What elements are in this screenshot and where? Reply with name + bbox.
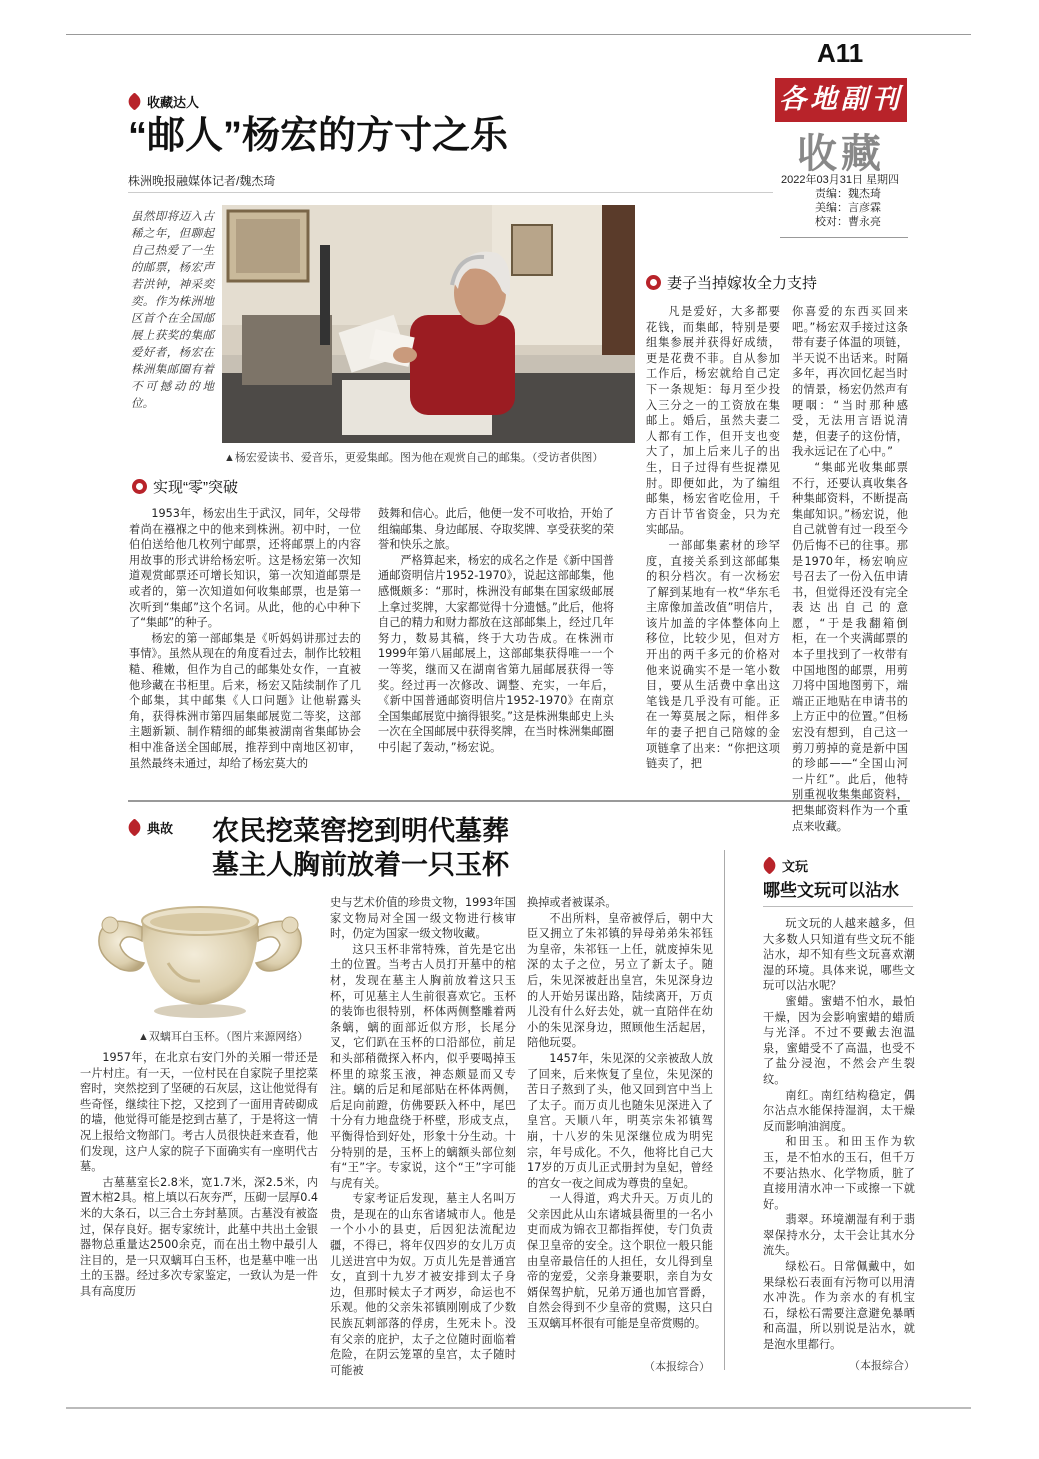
paragraph: 蜜蜡。蜜蜡不怕水，最怕干燥，因为会影响蜜蜡的蜡质与光泽。不过不要戴去泡温泉，蜜蜡受不了高温，也受不了盐分浸泡，不然会产生裂纹。 (763, 994, 915, 1086)
bottom-rule (66, 1407, 971, 1409)
story2-col2 (330, 895, 516, 1377)
story3-tag-label: 文玩 (782, 859, 809, 874)
paragraph: 1457年，朱见深的父亲被敌人放了回来，后来恢复了皇位，朱见深的苦日子熬到了头，他又回到宫中当上了太子。而万贞儿也随朱见深进入了皇宫。天顺八年，明英宗朱祁镇驾崩，十八岁的朱见深继位成为明宪宗，年号成化。不久，他将比自己大17岁的万贞儿正式册封为皇妃，曾经的宫女一夜之间成为尊贵的皇妃。 (527, 1051, 713, 1190)
paragraph: 凡是爱好，大多都要花钱，而集邮，特别是要组集参展并获得好成绩，更是花费不菲。自从参加工作后，杨宏就给自己定下一条规矩：每月至少投入三分之一的工资放在集邮上。婚后，虽然夫妻二人都有工作，但开支也变大了，加上后来儿子的出生，日子过得有些捉襟见肘。即便如此，为了编组邮集，杨宏省吃俭用，千方百计节省资金，只为充实邮品。 (646, 305, 780, 537)
paragraph: 1957年，在北京右安门外的关厢一带还是一片村庄。有一天，一位村民在自家院子里挖菜窖时，突然挖到了坚硬的石灰层，这让他觉得有些奇怪，继续往下挖，又挖到了一面用青砖砌成的墙，他觉得可能是挖到古墓了，于是将这一情况上报给文物部门。考古人员很快赶来查看，他们发现，这户人家的院子下面确实有一座明代古墓。 (80, 1051, 318, 1174)
ring-icon (132, 479, 147, 494)
story2-headline-line2: 墓主人胸前放着一只玉杯 (212, 850, 509, 880)
story3-credit: （本报综合） (849, 1359, 915, 1372)
story1-tag (128, 92, 199, 111)
story1-byline: 株洲晚报融媒体记者/魏杰琦 (128, 174, 276, 188)
paragraph: 史与艺术价值的珍贵文物，1993年国家文物局对全国一级文物进行核审时，仍定为国家一级文物收藏。 (330, 896, 516, 941)
issue-date: 2022年03月31日 星期四 (781, 174, 899, 186)
paragraph: 不出所料，皇帝被俘后，朝中大臣又拥立了朱祁镇的异母弟弟朱祁钰为皇帝，朱祁钰一上任，就废掉朱见深的太子之位，另立了新太子。随后，朱见深被赶出皇宫，朱见深身边的人开始另谋出路，陆续离开，万贞儿没有什么好去处，就一直陪伴在幼小的朱见深身边，照顾他生活起居，陪他玩耍。 (527, 911, 713, 1050)
pin-icon (125, 92, 143, 110)
paragraph: 鼓舞和信心。此后，他便一发不可收拾，开始了组编邮集、身边邮展、夺取奖牌、享受获奖的荣誉和快乐之旅。 (378, 507, 614, 552)
story2-col3 (527, 895, 713, 1355)
story1-subhead-2 (646, 272, 817, 293)
story1-section1-col1 (129, 506, 361, 792)
paragraph: 翡翠。环境潮湿有利于翡翠保持水分，太干会让其水分流失。 (763, 1213, 915, 1258)
story3-tag (763, 856, 808, 875)
story-divider (128, 800, 910, 802)
ring-icon (646, 275, 661, 290)
story2-photo-caption: ▲双螭耳白玉杯。（图片来源网络） (138, 1031, 309, 1043)
story2-headline-line1: 农民挖菜窖挖到明代墓葬 (212, 816, 509, 846)
paragraph: 杨宏的第一部邮集是《听妈妈讲那过去的事情》。虽然从现在的角度看过去，制作比较粗糙、稚嫩，但作为自己的邮集处女作，一直被他珍藏在书柜里。后来，杨宏又陆续制作了几个邮集，其中邮集《人口问题》让他崭露头角，获得株洲市第四届集邮展览二等奖，这部主题新颖、制作精细的邮集被湖南省集邮协会相中准备送全国邮展，推荐到中南地区初审，虽然最终未通过，却给了杨宏莫大的 (129, 631, 361, 770)
paragraph: 专家考证后发现，墓主人名叫万贵，是现在的山东省诸城市人。他是一个小小的县吏，后因犯法流配边疆，不得已，将年仅四岁的女儿万贞儿送进宫中为奴。万贞儿先是普通宫女，直到十九岁才被安排到太子身边，但那时候太子才两岁，命运也不乐观。他的父亲朱祁镇刚刚成了少数民族瓦剌部落的俘虏，生死未卜。没有父亲的庇护，太子之位随时面临着危险，在阴云笼罩的皇宫，太子随时可能被 (330, 1192, 516, 1377)
paragraph: 一部邮集素材的珍罕度，直接关系到这部邮集的积分档次。有一次杨宏了解到某地有一枚“华东毛主席像加盖改值”明信片，该片加盖的字体整体向上移位，比较少见，但对方开出的两千多元的价格对他来说确实不是一笔小数目，要从生活费中拿出这笔钱是几乎没有可能。正在一筹莫展之际，相伴多年的妻子把自己陪嫁的金项链拿了出来：“你把这项链卖了，把 (646, 538, 780, 771)
paragraph: 古墓墓室长2.8米，宽1.7米，深2.5米，内置木棺2具。棺上填以石灰夯严，压砌一层厚0.4米的大条石，以三合土夯封墓顶。古墓没有被盗过，保存良好。据专家统计，此墓中共出土金银器物总重量达2500余克，而在出土物中最引人注目的，是一只双螭耳白玉杯，也是墓中唯一出土的玉器。经过多次专家鉴定，一致认为是一件具有高度历 (80, 1175, 318, 1298)
jade-cup-illustration (80, 893, 320, 1023)
story1-subhead-1-label: 实现“零”突破 (153, 479, 238, 496)
story2-credit: （本报综合） (644, 1360, 710, 1373)
story3-headline: 哪些文玩可以沾水 (763, 881, 899, 900)
paragraph: “集邮光收集邮票不行，还要认真收集各种集邮资料，不断提高集邮知识。”杨宏说，他自己就曾有过一段至今仍后悔不已的往事。那是1970年，杨宏响应号召去了一份入伍申请书，但觉得还没有完全表达出自己的意愿，“于是我翻箱倒柜，在一个夹满邮票的本子里找到了一枚带有中国地图的邮票，用剪刀将中国地图剪下，端端正正地贴在申请书的上方正中的位置。”但杨宏没有想到，自己这一剪刀剪掉的竟是新中国的珍邮——“全国山河一片红”。此后，他特别重视收集集邮资料，把集邮资料作为一个重点来收藏。 (792, 460, 908, 833)
story2-tag-label: 典故 (147, 821, 174, 836)
paragraph: 玩文玩的人越来越多，但大多数人只知道有些文玩不能沾水，却不知有些文玩喜欢潮湿的环境。具体来说，哪些文玩可以沾水呢？ (763, 917, 915, 993)
editor: 责编：魏杰琦 (815, 188, 881, 200)
story1-photo-caption: ▲杨宏爱读书、爱音乐，更爱集邮。图为他在观赏自己的邮集。（受访者供图） (224, 452, 604, 464)
paragraph: 严格算起来，杨宏的成名之作是《新中国普通邮资明信片1952-1970》，说起这部邮集，他感慨颇多：“那时，株洲没有邮集在国家级邮展上拿过奖牌，大家都觉得十分遗憾。”此后，他将自己的精力和财力都放在这部邮集上，经过几年努力，数易其稿，终于大功告成。在株洲市1999年第八届邮展上，这部邮集获得唯一一个一等奖，继而又在湖南省第九届邮展获得一等奖。经过再一次修改、调整、充实，一年后，《新中国普通邮资明信片1952-1970》在南京全国集邮展览中摘得银奖。”这是株洲集邮史上头一次在全国邮展中获得奖牌，在当时株洲集邮圈中引起了轰动，”杨宏说。 (378, 553, 614, 754)
paragraph: 绿松石。日常佩戴中，如果绿松石表面有污物可以用清水冲洗。作为亲水的有机宝石，绿松石需要注意避免暴晒和高温，所以别说是沾水，就是泡水里都行。 (763, 1260, 915, 1352)
paragraph: 和田玉。和田玉作为软玉，是不怕水的玉石，但千万不要沾热水、化学物质，脏了直接用清水冲一下或擦一下就好。 (763, 1135, 915, 1211)
story1-section1-col2 (378, 506, 614, 792)
brand-logo: 各地副刊 (775, 78, 907, 122)
pin-icon (125, 818, 143, 836)
story2-col1 (80, 1050, 318, 1372)
paragraph: 换掉或者被谋杀。 (527, 896, 617, 909)
proofreader: 校对：曹永亮 (815, 216, 881, 228)
story3-body (763, 916, 915, 1356)
pin-icon (760, 856, 778, 874)
paragraph: 南红。南红结构稳定，偶尔沾点水能保持湿润，太干燥反而影响油润度。 (763, 1088, 915, 1133)
paragraph: 1953年，杨宏出生于武汉，同年，父母带着尚在襁褓之中的他来到株洲。初中时，一位伯伯送给他几枚列宁邮票，还将邮票上的内容用故事的形式讲给杨宏听。这是杨宏第一次知道观赏邮票还可增长知识，第一次知道邮票是或者的，第一次知道如何收集邮票，也是第一次听到“集邮”这个名词。从此，他的心中种下了“集邮”的种子。 (129, 507, 361, 630)
page-number: A11 (817, 38, 864, 68)
paragraph: 你喜爱的东西买回来吧。”杨宏双手接过这条带有妻子体温的项链，半天说不出话来。时隔多年，再次回忆起当时的情景，杨宏仍然声有哽咽：“当时那种感受，无法用言语说清楚，但妻子的这份情，我永远记在了心中。” (792, 305, 908, 459)
story1-subhead-1 (132, 476, 238, 497)
jade-cup-photo (80, 893, 320, 1023)
paragraph: 一人得道，鸡犬升天。万贞儿的父亲因此从山东诸城县衙里的一名小吏而成为锦衣卫都指挥使，专门负责保卫皇帝的安全。这个职位一般只能由皇帝最信任的人担任，女儿得到皇帝的宠爱，父亲身兼要职，亲自为女婿保驾护航，兄弟万通也加官晋爵，自然会得到不少皇帝的赏赐，这只白玉双螭耳杯很有可能是皇帝赏赐的。 (527, 1192, 713, 1331)
top-rule (66, 34, 971, 35)
story1-headline: “邮人”杨宏的方寸之乐 (128, 115, 509, 157)
man-reading-illustration (222, 205, 635, 443)
masthead-rule (780, 237, 908, 238)
paragraph: 这只玉杯非常特殊，首先是它出土的位置。当考古人员打开墓中的棺材，发现在墓主人胸前放着这只玉杯，可见墓主人生前很喜欢它。玉杯的装饰也很特别，杯体两侧整雕着两条螭，螭的面部近似方形，长尾分叉，它们趴在玉杯的口沿部位，前足和头部稍微探入杯内，似乎要喝掉玉杯里的琼浆玉液，神态颇显而又专注。螭的后足和尾部贴在杯体两侧，后足向前蹬，仿佛要跃入杯中，尾巴十分有力地盘绕于杯壁，形成支点，平衡得恰到好处，形象十分生动。十分特别的是，玉杯上的螭额头部位刻有“王”字。专家说，这个“王”字可能与虎有关。 (330, 942, 516, 1190)
story1-byline-rule (128, 192, 773, 193)
story1-subhead-2-label: 妻子当掉嫁妆全力支持 (667, 275, 818, 292)
story2-tag (128, 818, 173, 837)
story1-section2-col2 (792, 304, 908, 833)
story1-section2-col1 (646, 304, 780, 792)
story3-headline-rule (763, 906, 913, 907)
art-editor: 美编：言彦霖 (815, 202, 881, 214)
section-name: 收藏 (797, 130, 885, 177)
story1-lead: 虽然即将迈入古稀之年，但聊起自己热爱了一生的邮票，杨宏声若洪钟，神采奕奕。作为株洲地区首个在全国邮展上获奖的集邮爱好者，杨宏在株洲集邮圈有着不可撼动的地位。 (131, 209, 214, 410)
story1-photo (222, 205, 635, 443)
story3-divider (724, 850, 725, 1370)
story1-tag-label: 收藏达人 (147, 95, 200, 110)
